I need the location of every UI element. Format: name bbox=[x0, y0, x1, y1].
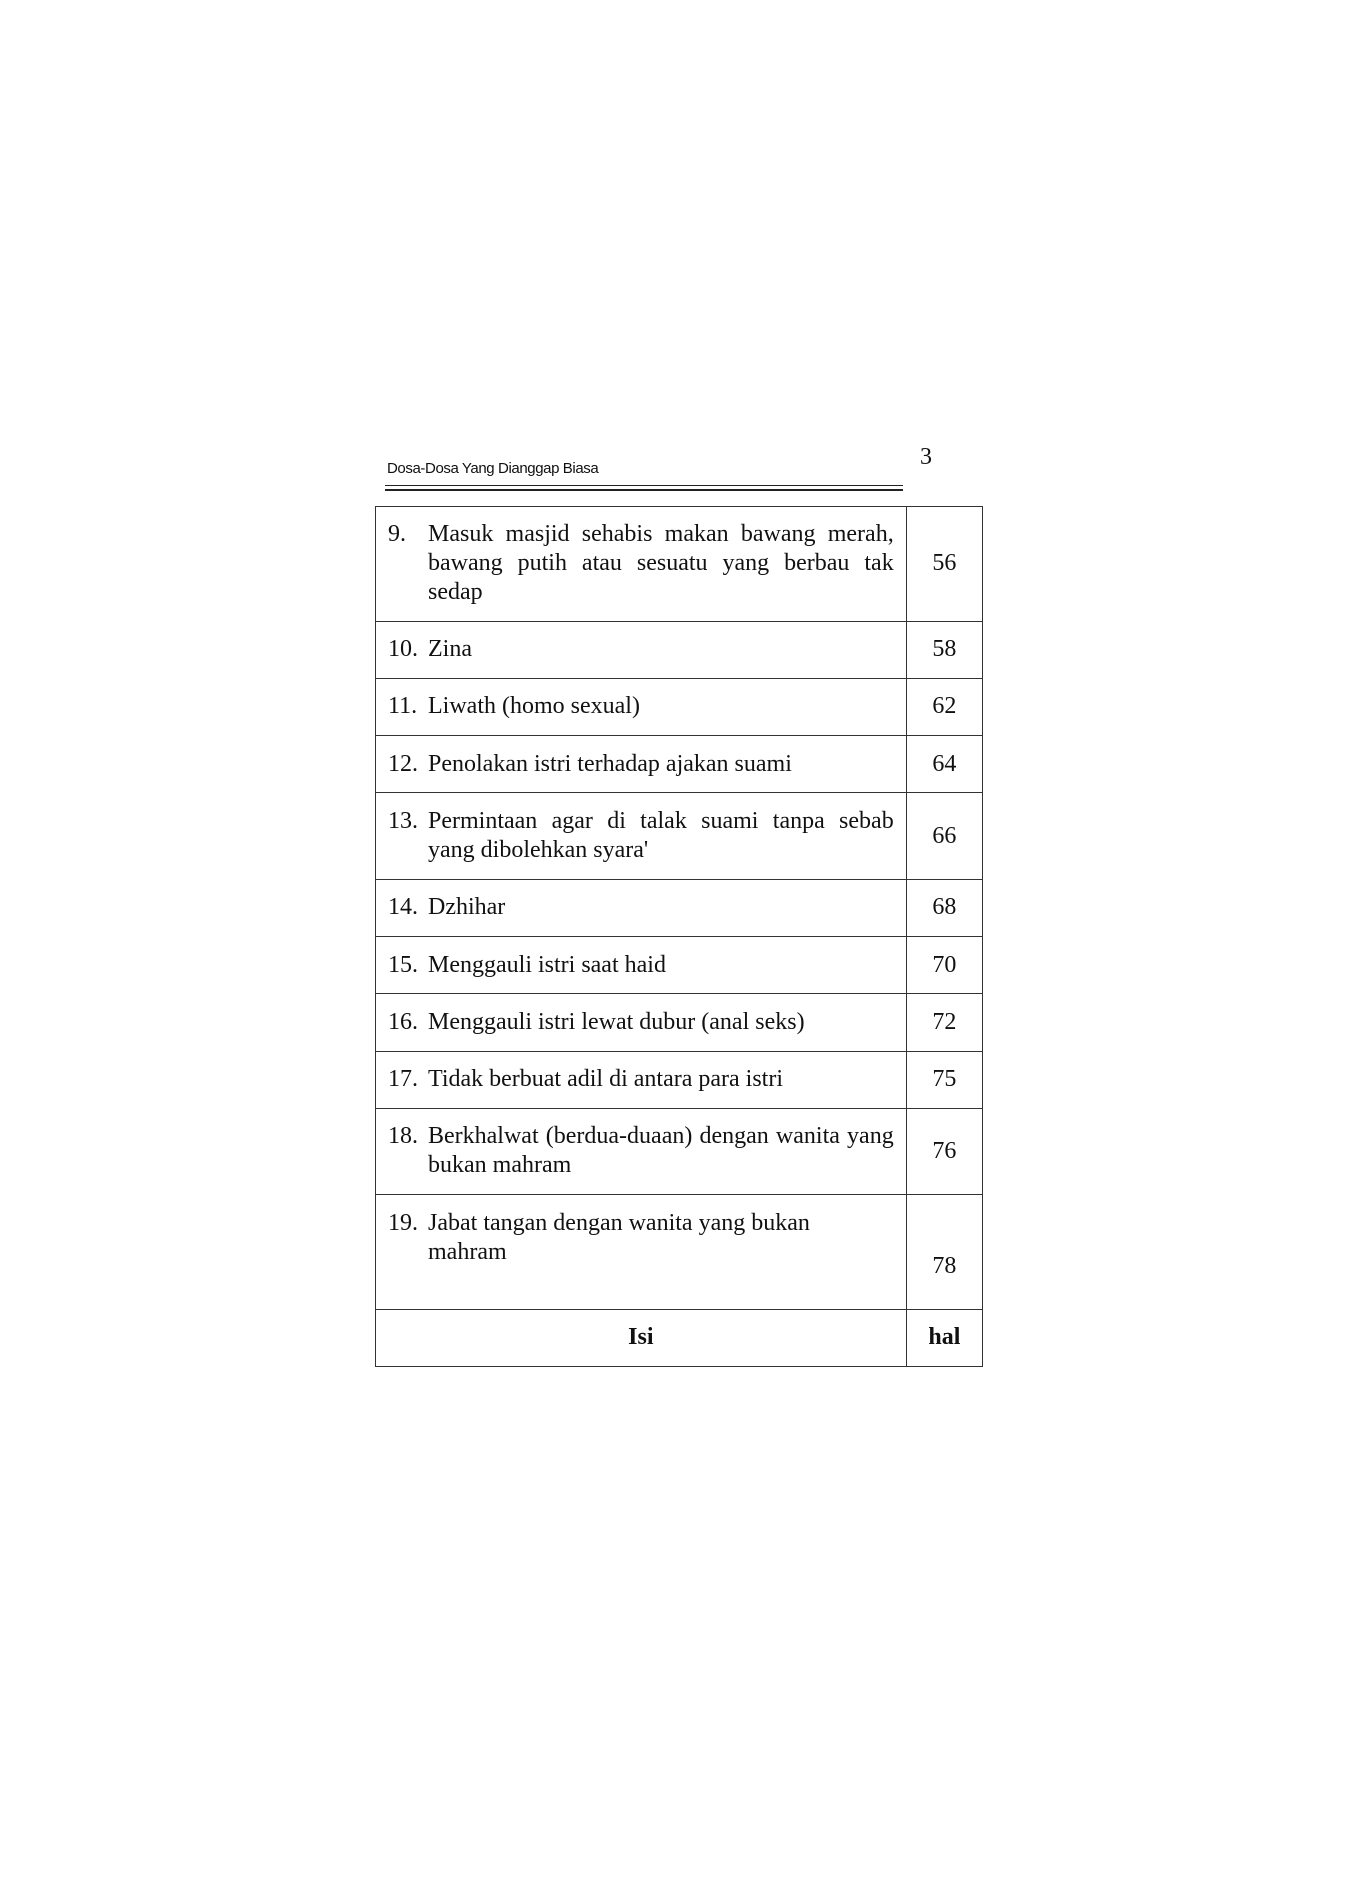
entry-title: Berkhalwat (berdua-duaan) dengan wanita yang bukan mahram bbox=[428, 1123, 894, 1179]
table-row bbox=[376, 994, 983, 1051]
table-row bbox=[376, 507, 983, 622]
entry-page: 70 bbox=[906, 936, 982, 993]
entry-page: 64 bbox=[906, 736, 982, 793]
toc-entry bbox=[388, 807, 894, 865]
entry-title: Tidak berbuat adil di antara para istri bbox=[428, 1066, 784, 1093]
entry-title: Liwath (homo sexual) bbox=[428, 693, 640, 720]
entry-page: 56 bbox=[906, 507, 982, 622]
toc-entry bbox=[388, 750, 894, 779]
entry-page: 75 bbox=[906, 1051, 982, 1108]
entry-title: Menggauli istri saat haid bbox=[428, 951, 666, 978]
entry-number: 11. bbox=[388, 693, 418, 720]
entry-title: Masuk masjid sehabis makan bawang merah, bawang putih atau sesuatu yang berbau tak sedap bbox=[428, 521, 894, 606]
entry-title: Menggauli istri lewat dubur (anal seks) bbox=[428, 1008, 805, 1035]
entry-number: 18. bbox=[388, 1123, 418, 1150]
table-row bbox=[376, 1195, 983, 1310]
entry-title: Penolakan istri terhadap ajakan suami bbox=[428, 750, 792, 777]
header-rule bbox=[385, 485, 903, 486]
entry-number: 16. bbox=[388, 1008, 418, 1035]
entry-number: 14. bbox=[388, 894, 418, 921]
table-row bbox=[376, 1108, 983, 1194]
entry-title: Jabat tangan dengan wanita yang bukan mahram bbox=[428, 1210, 810, 1266]
entry-number: 15. bbox=[388, 951, 418, 978]
toc-entry bbox=[388, 893, 894, 922]
entry-number: 17. bbox=[388, 1066, 418, 1093]
entry-title: Dzhihar bbox=[428, 894, 506, 921]
header-rule-double bbox=[385, 489, 903, 491]
toc-entry bbox=[388, 520, 894, 607]
page-number: 3 bbox=[920, 444, 932, 470]
table-row bbox=[376, 621, 983, 678]
table-row bbox=[376, 1051, 983, 1108]
entry-page: 62 bbox=[906, 678, 982, 735]
running-title: Dosa-Dosa Yang Dianggap Biasa bbox=[387, 460, 599, 477]
toc-entry bbox=[388, 1065, 894, 1094]
entry-title: Permintaan agar di talak suami tanpa sebab yang dibolehkan syara' bbox=[428, 808, 894, 864]
entry-number: 9. bbox=[388, 521, 406, 548]
toc-entry bbox=[388, 1122, 894, 1180]
entry-title: Zina bbox=[428, 636, 472, 663]
entry-number: 12. bbox=[388, 750, 418, 777]
column-label-content: Isi bbox=[376, 1309, 907, 1366]
table-footer-row bbox=[376, 1309, 983, 1366]
entry-page: 72 bbox=[906, 994, 982, 1051]
toc-entry bbox=[388, 1209, 894, 1267]
toc-entry bbox=[388, 1008, 894, 1037]
entry-number: 19. bbox=[388, 1210, 418, 1237]
entry-number: 10. bbox=[388, 636, 418, 663]
table-of-contents bbox=[375, 506, 983, 1367]
entry-page: 58 bbox=[906, 621, 982, 678]
entry-page: 68 bbox=[906, 879, 982, 936]
table-row bbox=[376, 793, 983, 879]
table-row bbox=[376, 678, 983, 735]
toc-entry bbox=[388, 692, 894, 721]
toc-entry bbox=[388, 951, 894, 980]
column-label-page: hal bbox=[906, 1309, 982, 1366]
entry-number: 13. bbox=[388, 808, 418, 835]
entry-page: 78 bbox=[906, 1195, 982, 1310]
entry-page: 76 bbox=[906, 1108, 982, 1194]
toc-entry bbox=[388, 635, 894, 664]
entry-page: 66 bbox=[906, 793, 982, 879]
table-row bbox=[376, 736, 983, 793]
table-row bbox=[376, 879, 983, 936]
table-row bbox=[376, 936, 983, 993]
